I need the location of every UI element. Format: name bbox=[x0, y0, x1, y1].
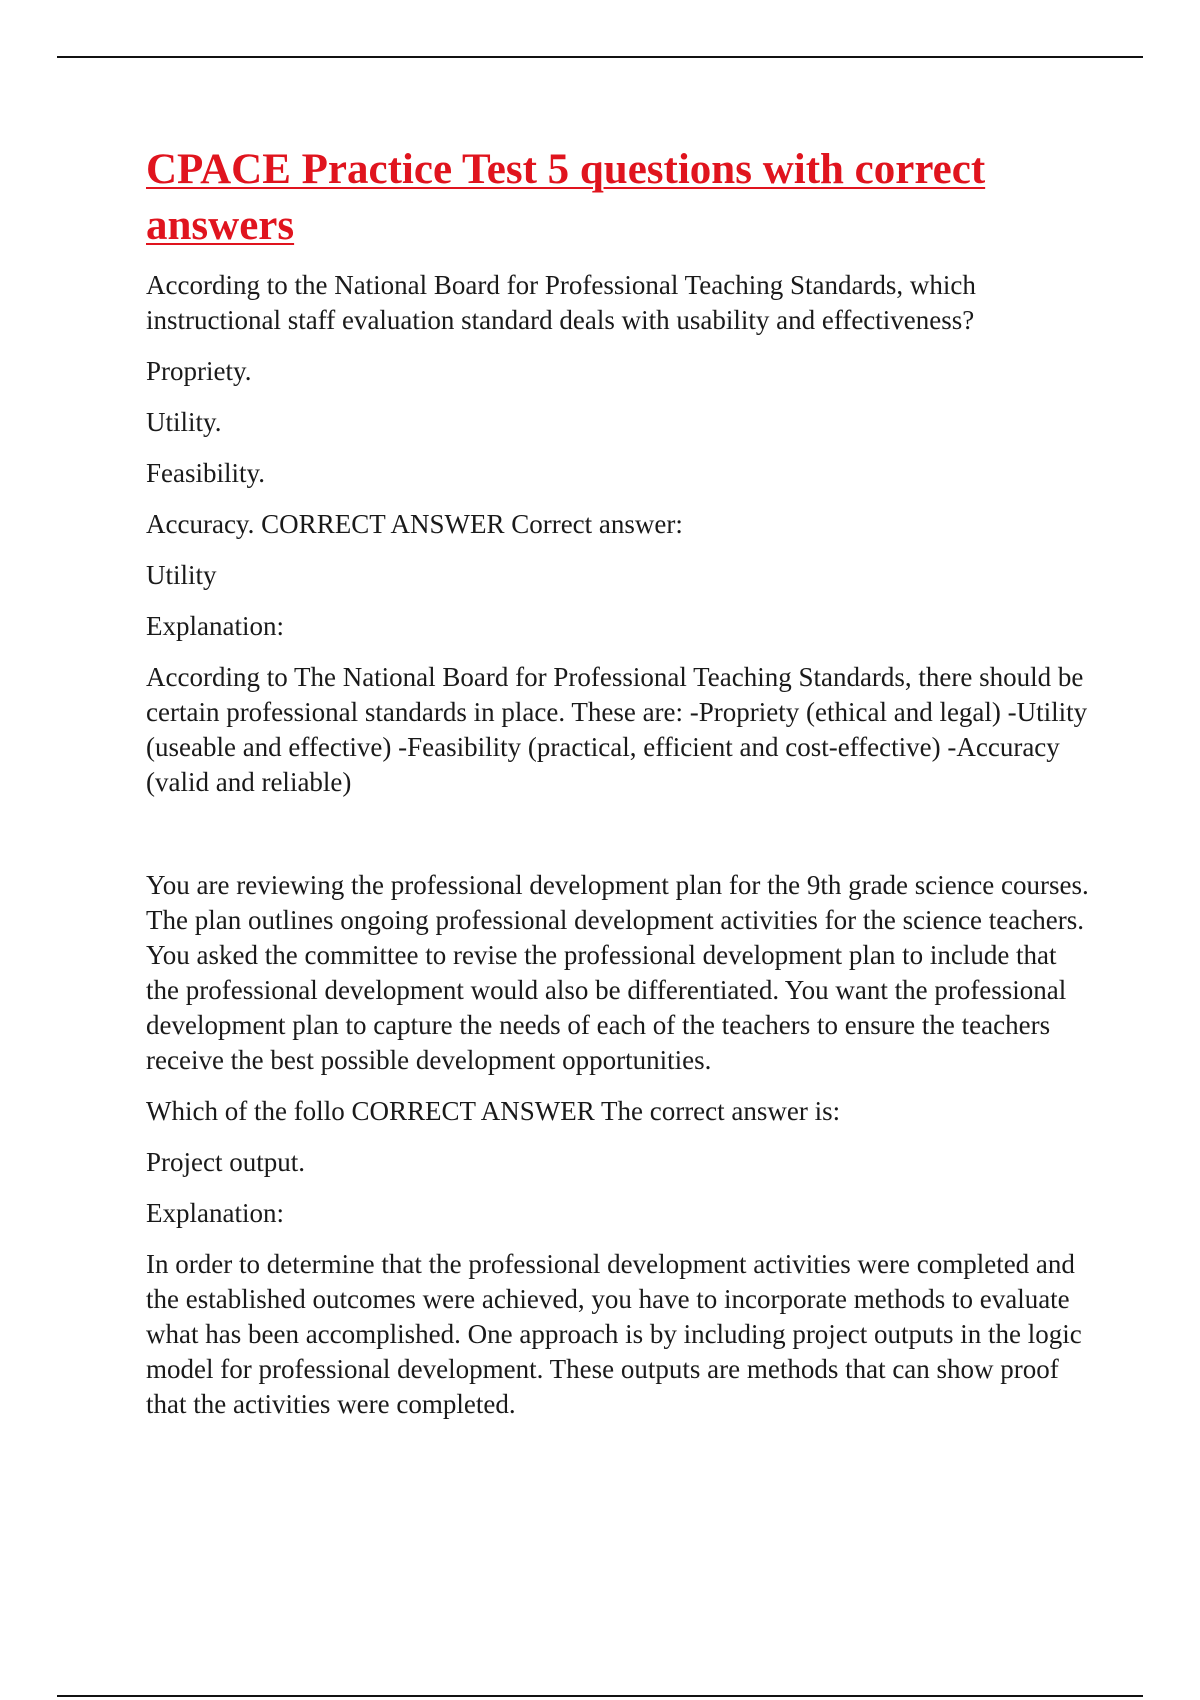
question-2-explanation-label: Explanation: bbox=[146, 1198, 284, 1228]
question-2-answer: Project output. bbox=[146, 1147, 305, 1177]
bottom-rule bbox=[57, 1695, 1143, 1697]
question-1-answer: Utility bbox=[146, 560, 217, 590]
question-1-option-a: Propriety. bbox=[146, 356, 252, 386]
question-2-explanation: In order to determine that the professional development activities were completed and the established outcomes were achieved, you have to incorporate methods to evaluate what has been accomplished. One approach is by including project outputs in the logic model for professional development. These outputs are methods that can show proof that the activities were completed. bbox=[146, 1249, 1082, 1419]
question-1-explanation-label: Explanation: bbox=[146, 611, 284, 641]
question-1-explanation: According to The National Board for Professional Teaching Standards, there should be certain professional standards in place. These are: -Propriety (ethical and legal) -Utility (useable and effective) -Feasibility (practical, efficient and cost-effective) -Accuracy (valid and reliable) bbox=[146, 662, 1088, 797]
question-1-prompt: According to the National Board for Professional Teaching Standards, which instructional staff evaluation standard deals with usability and effectiveness? bbox=[146, 270, 976, 335]
top-rule bbox=[57, 56, 1143, 58]
question-2-prompt: You are reviewing the professional development plan for the 9th grade science courses. The plan outlines ongoing professional development activities for the science teachers. You asked the committee to revise the professional development plan to include that the professional development would also be differentiated. You want the professional development plan to capture the needs of each of the teachers to ensure the teachers receive the best possible development opportunities. bbox=[146, 870, 1089, 1075]
document-body bbox=[146, 142, 1096, 1438]
question-1-option-c: Feasibility. bbox=[146, 458, 265, 488]
question-spacer bbox=[146, 816, 1096, 868]
question-1-option-d: Accuracy. CORRECT ANSWER Correct answer: bbox=[146, 509, 683, 539]
document-title: CPACE Practice Test 5 questions with correct answers bbox=[146, 146, 986, 249]
question-1-option-b: Utility. bbox=[146, 407, 222, 437]
question-2-followup: Which of the follo CORRECT ANSWER The correct answer is: bbox=[146, 1096, 841, 1126]
